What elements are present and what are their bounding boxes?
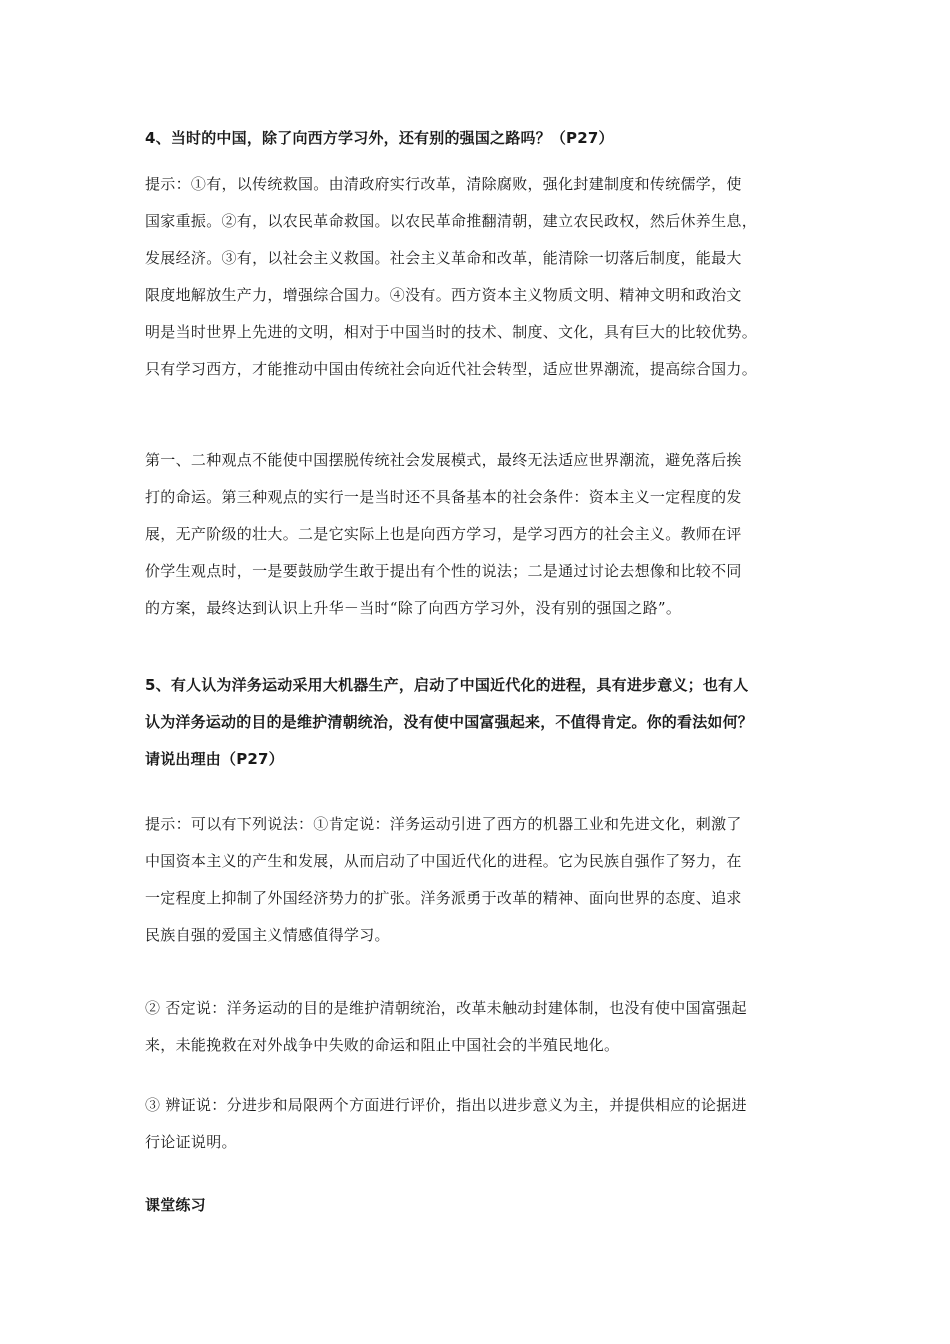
text-line: 第一、二种观点不能使中国摆脱传统社会发展模式，最终无法适应世界潮流，避免落后挨 xyxy=(145,451,742,469)
question-4-title: 4、当时的中国，除了向西方学习外，还有别的强国之路吗？（P27） xyxy=(145,129,614,147)
text-line: ② 否定说：洋务运动的目的是维护清朝统治，改革未触动封建体制，也没有使中国富强起 xyxy=(145,999,747,1017)
text-line: 一定程度上抑制了外国经济势力的扩张。洋务派勇于改革的精神、面向世界的态度、追求 xyxy=(145,889,742,907)
text-line: 发展经济。③有，以社会主义救国。社会主义革命和改革，能清除一切落后制度，能最大 xyxy=(145,249,742,267)
text-line: 提示：可以有下列说法：①肯定说：洋务运动引进了西方的机器工业和先进文化，刺激了 xyxy=(145,815,742,833)
question-5-dialectic-view xyxy=(145,1087,810,1161)
text-line: 展，无产阶级的壮大。二是它实际上也是向西方学习，是学习西方的社会主义。教师在评 xyxy=(145,525,742,543)
text-line: 明是当时世界上先进的文明，相对于中国当时的技术、制度、文化，具有巨大的比较优势。 xyxy=(145,323,758,341)
text-line: 中国资本主义的产生和发展，从而启动了中国近代化的进程。它为民族自强作了努力，在 xyxy=(145,852,742,870)
question-5-hint xyxy=(145,806,810,954)
title-line: 请说出理由（P27） xyxy=(145,750,284,768)
text-line: 行论证说明。 xyxy=(145,1133,237,1151)
text-line: 价学生观点时，一是要鼓励学生敢于提出有个性的说法；二是通过讨论去想像和比较不同 xyxy=(145,562,742,580)
title-line: 5、有人认为洋务运动采用大机器生产，启动了中国近代化的进程，具有进步意义；也有人 xyxy=(145,676,749,694)
text-line: 的方案，最终达到认识上升华－当时“除了向西方学习外，没有别的强国之路”。 xyxy=(145,599,682,617)
text-line: ③ 辨证说：分进步和局限两个方面进行评价，指出以进步意义为主，并提供相应的论据进 xyxy=(145,1096,747,1114)
text-line: 打的命运。第三种观点的实行一是当时还不具备基本的社会条件：资本主义一定程度的发 xyxy=(145,488,742,506)
title-line: 认为洋务运动的目的是维护清朝统治，没有使中国富强起来，不值得肯定。你的看法如何？ xyxy=(145,713,754,731)
text-line: 民族自强的爱国主义情感值得学习。 xyxy=(145,926,390,944)
text-line: 只有学习西方，才能推动中国由传统社会向近代社会转型，适应世界潮流，提高综合国力。 xyxy=(145,360,758,378)
text-line: 限度地解放生产力，增强综合国力。④没有。西方资本主义物质文明、精神文明和政治文 xyxy=(145,286,742,304)
exercise-heading: 课堂练习 xyxy=(145,1196,206,1214)
question-4-hint xyxy=(145,166,810,388)
question-5-negative-view xyxy=(145,990,810,1064)
text-line: 来，未能挽救在对外战争中失败的命运和阻止中国社会的半殖民地化。 xyxy=(145,1036,620,1054)
text-line: 提示：①有，以传统救国。由清政府实行改革，清除腐败，强化封建制度和传统儒学，使 xyxy=(145,175,742,193)
question-4-analysis xyxy=(145,442,810,627)
question-5-title xyxy=(145,667,810,778)
text-line: 国家重振。②有，以农民革命救国。以农民革命推翻清朝，建立农民政权，然后休养生息， xyxy=(145,212,758,230)
